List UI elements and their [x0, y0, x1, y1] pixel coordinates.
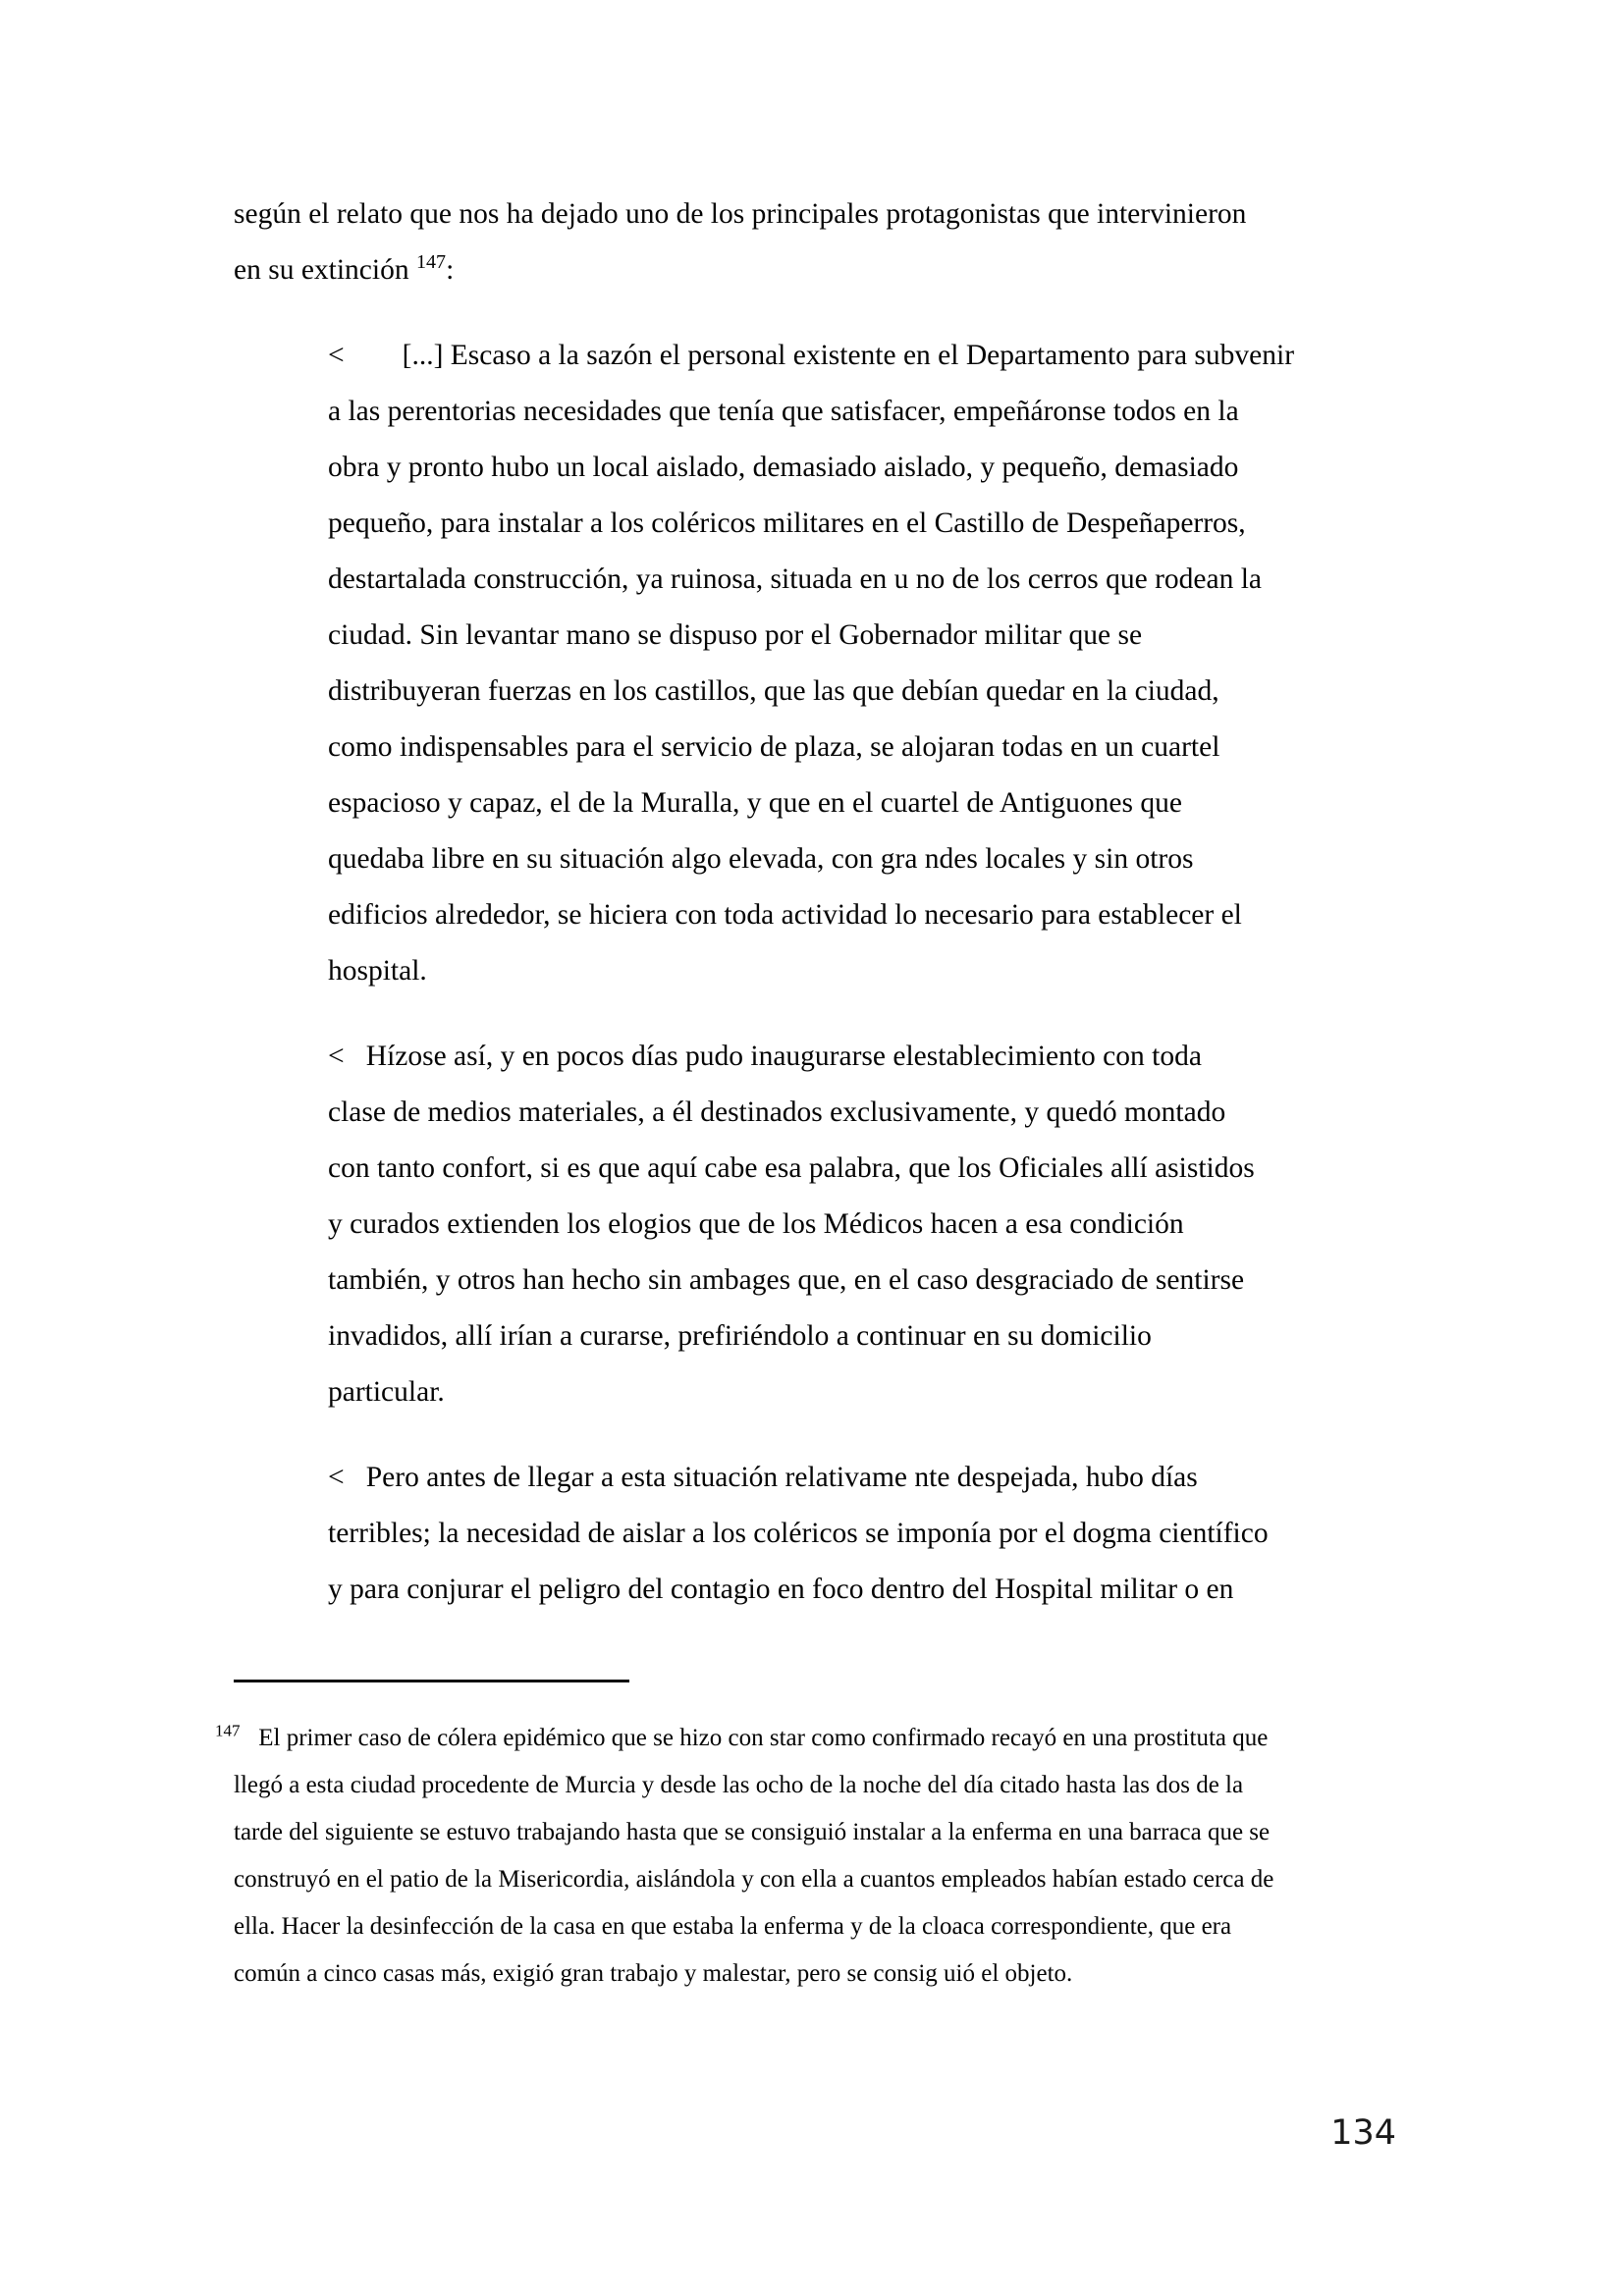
text-line: terribles; la necesidad de aislar a los coléricos se imponía por el dogma científico: [328, 1518, 1269, 1549]
text-line: también, y otros han hecho sin ambages que, en el caso desgraciado de sentirse: [328, 1264, 1245, 1296]
text-line: espacioso y capaz, el de la Muralla, y que en el cuartel de Antiguones que: [328, 787, 1182, 819]
footnote: [215, 1715, 1490, 1998]
text-line: edificios alrededor, se hiciera con toda actividad lo necesario para establecer el: [328, 899, 1242, 931]
text-line: tarde del siguiente se estuvo trabajando hasta que se consiguió instalar a la enferma en una barraca que se: [234, 1819, 1271, 1845]
text-line: llegó a esta ciudad procedente de Murcia y desde las ocho de la noche del día citado hasta las dos de la: [234, 1772, 1244, 1798]
quote-block-3: [328, 1450, 1490, 1618]
text-line: < Pero antes de llegar a esta situación relativame nte despejada, hubo días: [328, 1462, 1198, 1493]
text-line: particular.: [328, 1376, 445, 1408]
text-line: distribuyeran fuerzas en los castillos, que las que debían quedar en la ciudad,: [328, 675, 1219, 707]
text-line: con tanto confort, si es que aquí cabe esa palabra, que los Oficiales allí asistidos: [328, 1152, 1255, 1184]
text-line: quedaba libre en su situación algo elevada, con gra ndes locales y sin otros: [328, 843, 1194, 875]
footnote-separator: [234, 1680, 629, 1682]
text-line: < Hízose así, y en pocos días pudo inaugurarse elestablecimiento con toda: [328, 1041, 1202, 1072]
text-block: [215, 187, 1490, 1998]
intro-paragraph: [234, 187, 1490, 298]
quote-block-2: [328, 1029, 1490, 1420]
text-line: en su extinción $^{147}$:: [234, 251, 455, 286]
page-number: 134: [1330, 2113, 1396, 2153]
text-line: clase de medios materiales, a él destinados exclusivamente, y quedó montado: [328, 1096, 1226, 1128]
text-line: construyó en el patio de la Misericordia, aislándola y con ella a cuantos empleados habían estado cerca de: [234, 1866, 1274, 1893]
text-line: común a cinco casas más, exigió gran trabajo y malestar, pero se consig uió el objeto.: [234, 1960, 1073, 1987]
text-line: destartalada construcción, ya ruinosa, situada en u no de los cerros que rodean la: [328, 563, 1263, 595]
text-line: $^{147}$ El primer caso de cólera epidémico que se hizo con star como confirmado recayó en una prostituta que: [215, 1721, 1269, 1751]
text-line: como indispensables para el servicio de plaza, se alojaran todas en un cuartel: [328, 731, 1220, 763]
text-line: según el relato que nos ha dejado uno de los principales protagonistas que intervinieron: [234, 198, 1247, 230]
text-line: y curados extienden los elogios que de los Médicos hacen a esa condición: [328, 1208, 1184, 1240]
text-line: invadidos, allí irían a curarse, prefiriéndolo a continuar en su domicilio: [328, 1320, 1152, 1352]
text-line: ella. Hacer la desinfección de la casa en que estaba la enferma y de la cloaca correspondiente, que era: [234, 1913, 1232, 1940]
footnote-reference: 147: [415, 251, 447, 274]
footnote-reference: 147: [215, 1721, 241, 1740]
text-line: ciudad. Sin levantar mano se dispuso por el Gobernador militar que se: [328, 619, 1143, 651]
text-line: a las perentorias necesidades que tenía que satisfacer, empeñáronse todos en la: [328, 396, 1239, 427]
text-line: pequeño, para instalar a los coléricos militares en el Castillo de Despeñaperros,: [328, 507, 1246, 539]
text-line: < [...] Escaso a la sazón el personal existente en el Departamento para subvenir: [328, 340, 1295, 371]
quote-block-1: [328, 328, 1490, 999]
text-line: hospital.: [328, 955, 427, 987]
text-line: obra y pronto hubo un local aislado, demasiado aislado, y pequeño, demasiado: [328, 452, 1239, 483]
text-line: y para conjurar el peligro del contagio en foco dentro del Hospital militar o en: [328, 1574, 1234, 1605]
